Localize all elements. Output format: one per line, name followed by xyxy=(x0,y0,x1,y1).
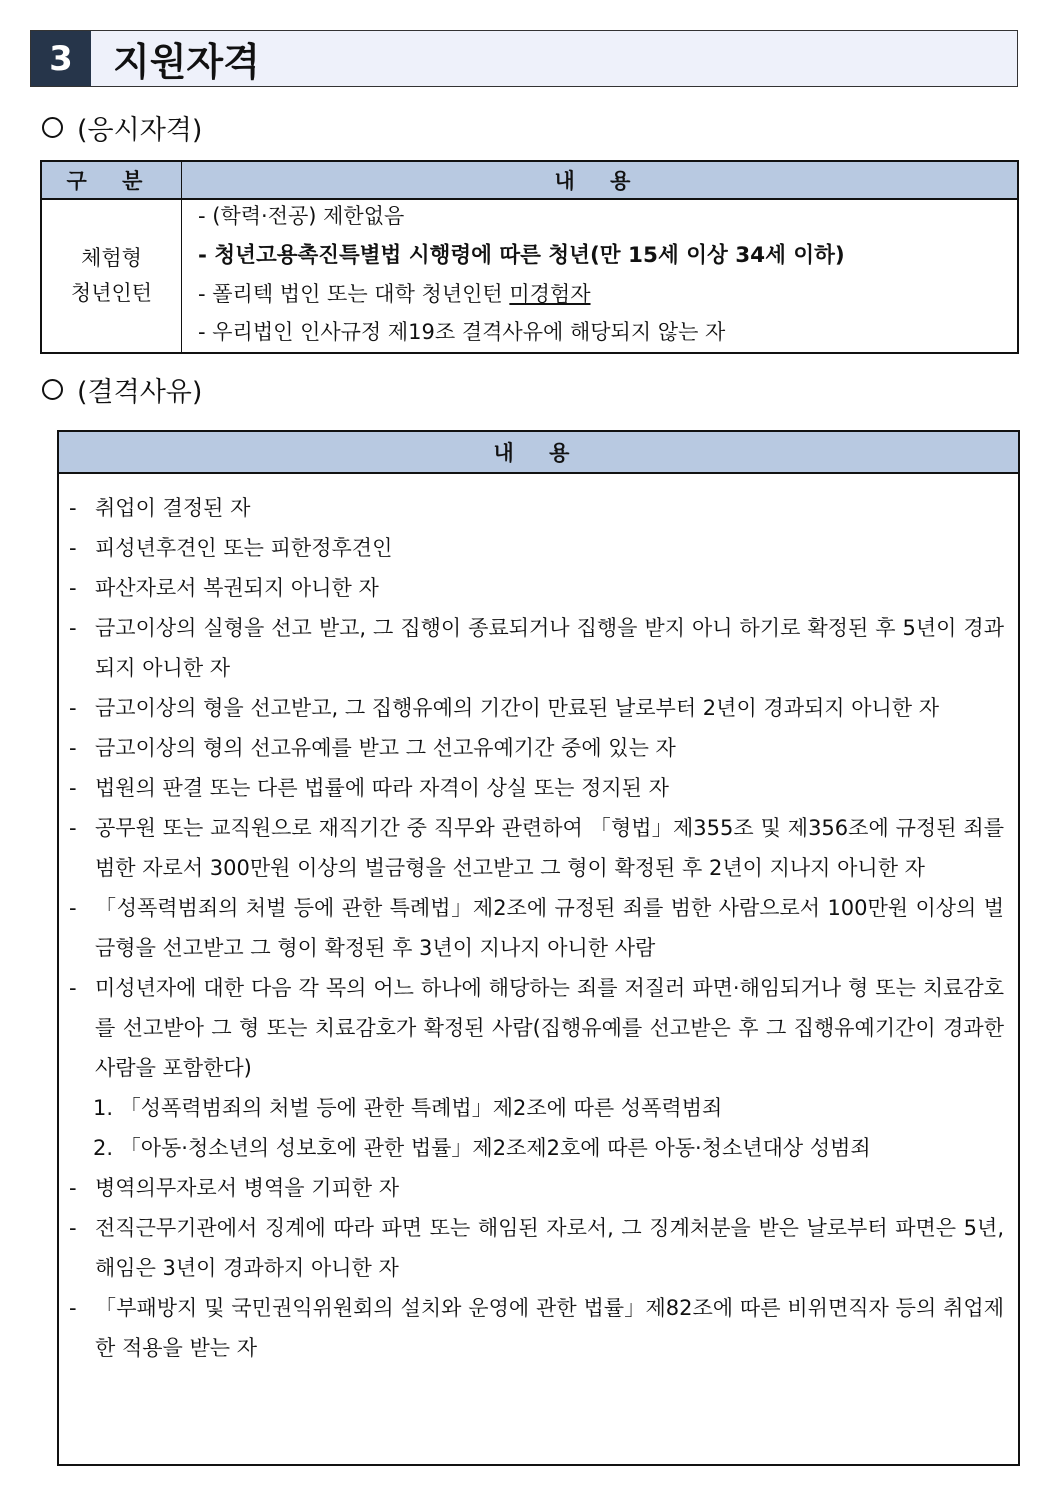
disqualification-item: - 공무원 또는 교직원으로 재직기간 중 직무와 관련하여 「형법」제355조 및 제356조에 규정된 죄를 범한 자로서 300만원 이상의 벌금형을 선고받고 그 형이 확정된 후 2년이 지나지 아니한 자 xyxy=(69,816,1004,880)
eligibility-category xyxy=(41,199,182,353)
eligibility-header-category: 구 분 xyxy=(41,161,182,199)
disqualification-heading xyxy=(42,370,202,409)
eligibility-line xyxy=(198,275,1001,314)
eligibility-line: - (학력·전공) 제한없음 xyxy=(198,204,405,228)
disqualification-heading-text: (결격사유) xyxy=(77,377,203,408)
disqualification-item: - 금고이상의 형의 선고유예를 받고 그 선고유예기간 중에 있는 자 xyxy=(69,736,676,760)
circle-bullet-icon xyxy=(42,117,63,138)
disqualification-item: - 파산자로서 복권되지 아니한 자 xyxy=(69,576,379,600)
disqualification-item: - 금고이상의 형을 선고받고, 그 집행유예의 기간이 만료된 날로부터 2년이 경과되지 아니한 자 xyxy=(69,696,940,720)
eligibility-line-text: - 폴리텍 법인 또는 대학 청년인턴 xyxy=(198,282,510,306)
eligibility-heading-text: (응시자격) xyxy=(77,115,203,146)
disqualification-item: - 전직근무기관에서 징계에 따라 파면 또는 해임된 자로서, 그 징계처분을 받은 날로부터 파면은 5년, 해임은 3년이 경과하지 아니한 자 xyxy=(69,1216,1004,1280)
disqualification-subitem: 2. 「아동·청소년의 성보호에 관한 법률」제2조제2호에 따른 아동·청소년대상 성범죄 xyxy=(93,1136,871,1160)
disqualification-item: - 금고이상의 실형을 선고 받고, 그 집행이 종료되거나 집행을 받지 아니 하기로 확정된 후 5년이 경과되지 아니한 자 xyxy=(69,616,1004,680)
disqualification-item: - 취업이 결정된 자 xyxy=(69,496,251,520)
disqualification-item: - 병역의무자로서 병역을 기피한 자 xyxy=(69,1176,400,1200)
eligibility-category-line1: 체험형 xyxy=(81,246,142,270)
disqualification-header: 내 용 xyxy=(58,431,1019,473)
circle-bullet-icon xyxy=(42,379,63,400)
eligibility-line-underlined: 미경험자 xyxy=(509,282,591,306)
disqualification-content xyxy=(58,473,1019,1465)
disqualification-item: - 법원의 판결 또는 다른 법률에 따라 자격이 상실 또는 정지된 자 xyxy=(69,776,669,800)
disqualification-item: - 피성년후견인 또는 피한정후견인 xyxy=(69,536,393,560)
disqualification-table xyxy=(57,430,1020,1466)
disqualification-item: - 미성년자에 대한 다음 각 목의 어느 하나에 해당하는 죄를 저질러 파면·해임되거나 형 또는 치료감호를 선고받아 그 형 또는 치료감호가 확정된 사람(집행유예를 선고받은 후 그 집행유예기간이 경과한 사람을 포함한다) xyxy=(69,976,1004,1080)
eligibility-line: - 우리법인 인사규정 제19조 결격사유에 해당되지 않는 자 xyxy=(198,320,726,344)
eligibility-table xyxy=(40,160,1019,354)
section-number: 3 xyxy=(31,31,91,86)
eligibility-content xyxy=(182,199,1019,353)
section-title: 지원자격 xyxy=(113,40,260,84)
eligibility-line-bold: - 청년고용촉진특별법 시행령에 따른 청년(만 15세 이상 34세 이하) xyxy=(198,243,845,268)
disqualification-subitem: 1. 「성폭력범죄의 처벌 등에 관한 특례법」제2조에 따른 성폭력범죄 xyxy=(93,1096,723,1120)
eligibility-heading xyxy=(42,108,202,147)
section-header xyxy=(30,30,1018,87)
eligibility-header-content: 내 용 xyxy=(182,161,1019,199)
disqualification-item: - 「부패방지 및 국민권익위원회의 설치와 운영에 관한 법률」제82조에 따른 비위면직자 등의 취업제한 적용을 받는 자 xyxy=(69,1296,1004,1360)
disqualification-item: - 「성폭력범죄의 처벌 등에 관한 특례법」제2조에 규정된 죄를 범한 사람으로서 100만원 이상의 벌금형을 선고받고 그 형이 확정된 후 3년이 지나지 아니한 사람 xyxy=(69,896,1004,960)
eligibility-category-line2: 청년인턴 xyxy=(70,281,153,305)
